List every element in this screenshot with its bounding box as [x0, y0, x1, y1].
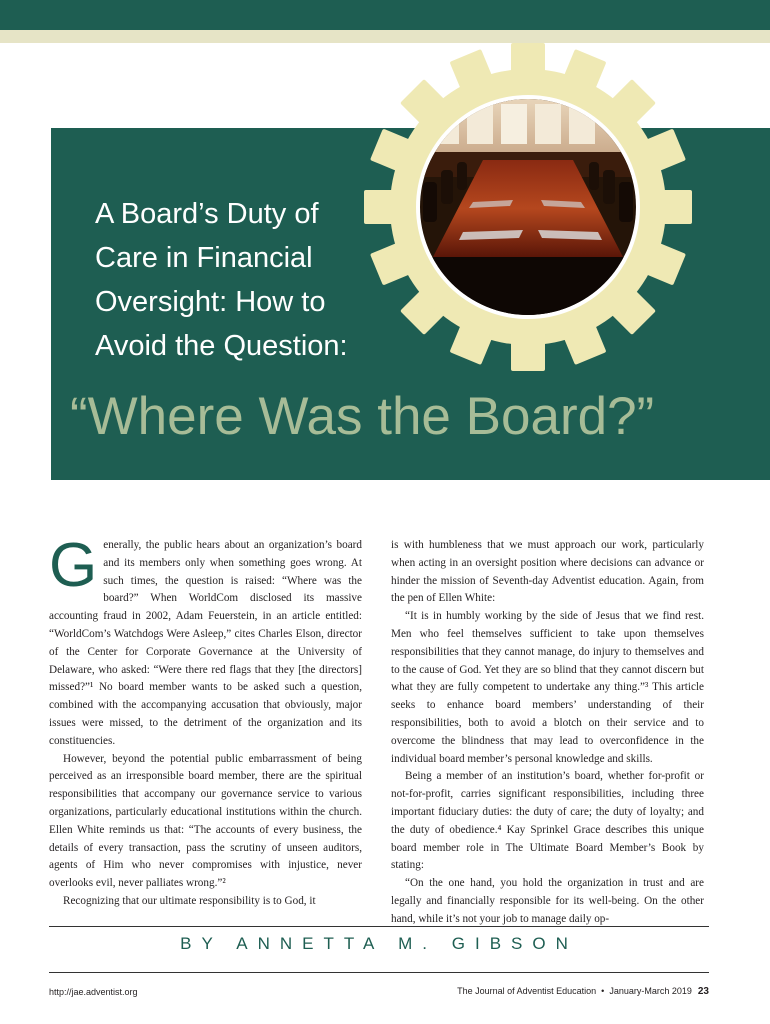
- article-paragraph: Recognizing that our ultimate responsibility is to God, it: [63, 894, 316, 907]
- title-line: Avoid the Question:: [95, 330, 348, 362]
- title-line: A Board’s Duty of: [95, 198, 319, 230]
- byline-rule-top: [49, 926, 709, 927]
- article-title: [95, 192, 375, 368]
- article-paragraph: “On the one hand, you hold the organization in trust and are legally and financially responsible for its well-being. On the other hand, while it’s not your job to manage daily op-: [391, 877, 704, 925]
- drop-cap: G: [49, 531, 98, 600]
- article-paragraph: However, beyond the potential public embarrassment of being perceived as an irresponsible board member, there are the spiritual responsibilities that accompany our governance service to various organizations, particularly educational institutions within the church. Ellen White reminds us that: “The accounts of every business, the details of every transaction, pass the scrutiny of unseen auditors, agents of Him who never compromises with injustice, never overlooks evil, never palliates wrong.”²: [49, 752, 362, 890]
- byline-rule-bottom: [49, 972, 709, 973]
- journal-name: The Journal of Adventist Education: [457, 986, 597, 996]
- gear-icon: [363, 42, 693, 372]
- footer-separator: •: [601, 986, 605, 996]
- issue-date: January-March 2019: [609, 986, 692, 996]
- author-byline: BY ANNETTA M. GIBSON: [180, 934, 578, 953]
- footer-url[interactable]: http://jae.adventist.org: [49, 987, 138, 997]
- pull-quote-title: “Where Was the Board?”: [70, 387, 655, 446]
- title-line: Oversight: How to: [95, 286, 326, 318]
- page-number: 23: [697, 986, 709, 997]
- article-column-left: [49, 531, 362, 911]
- footer-publication: [457, 986, 709, 997]
- article-paragraph: “It is in humbly working by the side of Jesus that we find rest. Men who feel themselves sufficient to take upon themselves responsibilities that they cannot manage, do injury to themselves and to the cause of God. Yet they are so blind that they cannot discern but what they are fully competent to undertake any thing.”³ This article seeks to enhance board members’ understanding of their responsibilities, both to avoid a blotch on their service and to overcome the blindness that may lead to overconfidence in the individual board member’s personal knowledge and skills.: [391, 610, 704, 765]
- article-paragraph: is with humbleness that we must approach our work, particularly when acting in an oversight position where decisions can advance or hinder the mission of Seventh-day Adventist education. Again, from the pen of Ellen White:: [391, 539, 704, 605]
- article-column-right: [391, 537, 704, 929]
- article-paragraph: [49, 531, 362, 751]
- paragraph-text: enerally, the public hears about an organization’s board and its members only when something goes wrong. At such times, the question is raised: “Where was the board?” When WorldCom disclosed its massive accounting fraud in 2002, Adam Feuerstein, in an article entitled: “WorldCom’s Watchdogs Were Asleep,” cites Charles Elson, director of the Center for Corporate Governance at the University of Delaware, who asked: “Were there red flags that they [the directors] missed?”¹ No board member wants to be asked such a question, combined with the accompanying accusation that obviously, major issues were missed, to the detriment of the organization and its constituencies.: [49, 539, 362, 747]
- title-line: Care in Financial: [95, 242, 313, 274]
- top-color-bar: [0, 0, 770, 30]
- article-paragraph: Being a member of an institution’s board, whether for-profit or not-for-profit, carries significant responsibilities, including three important fiduciary duties: the duty of care; the duty of loyalty; and the duty of obedience.⁴ Kay Sprinkel Grace describes this unique board member role in The Ultimate Board Member’s Book by stating:: [391, 770, 704, 872]
